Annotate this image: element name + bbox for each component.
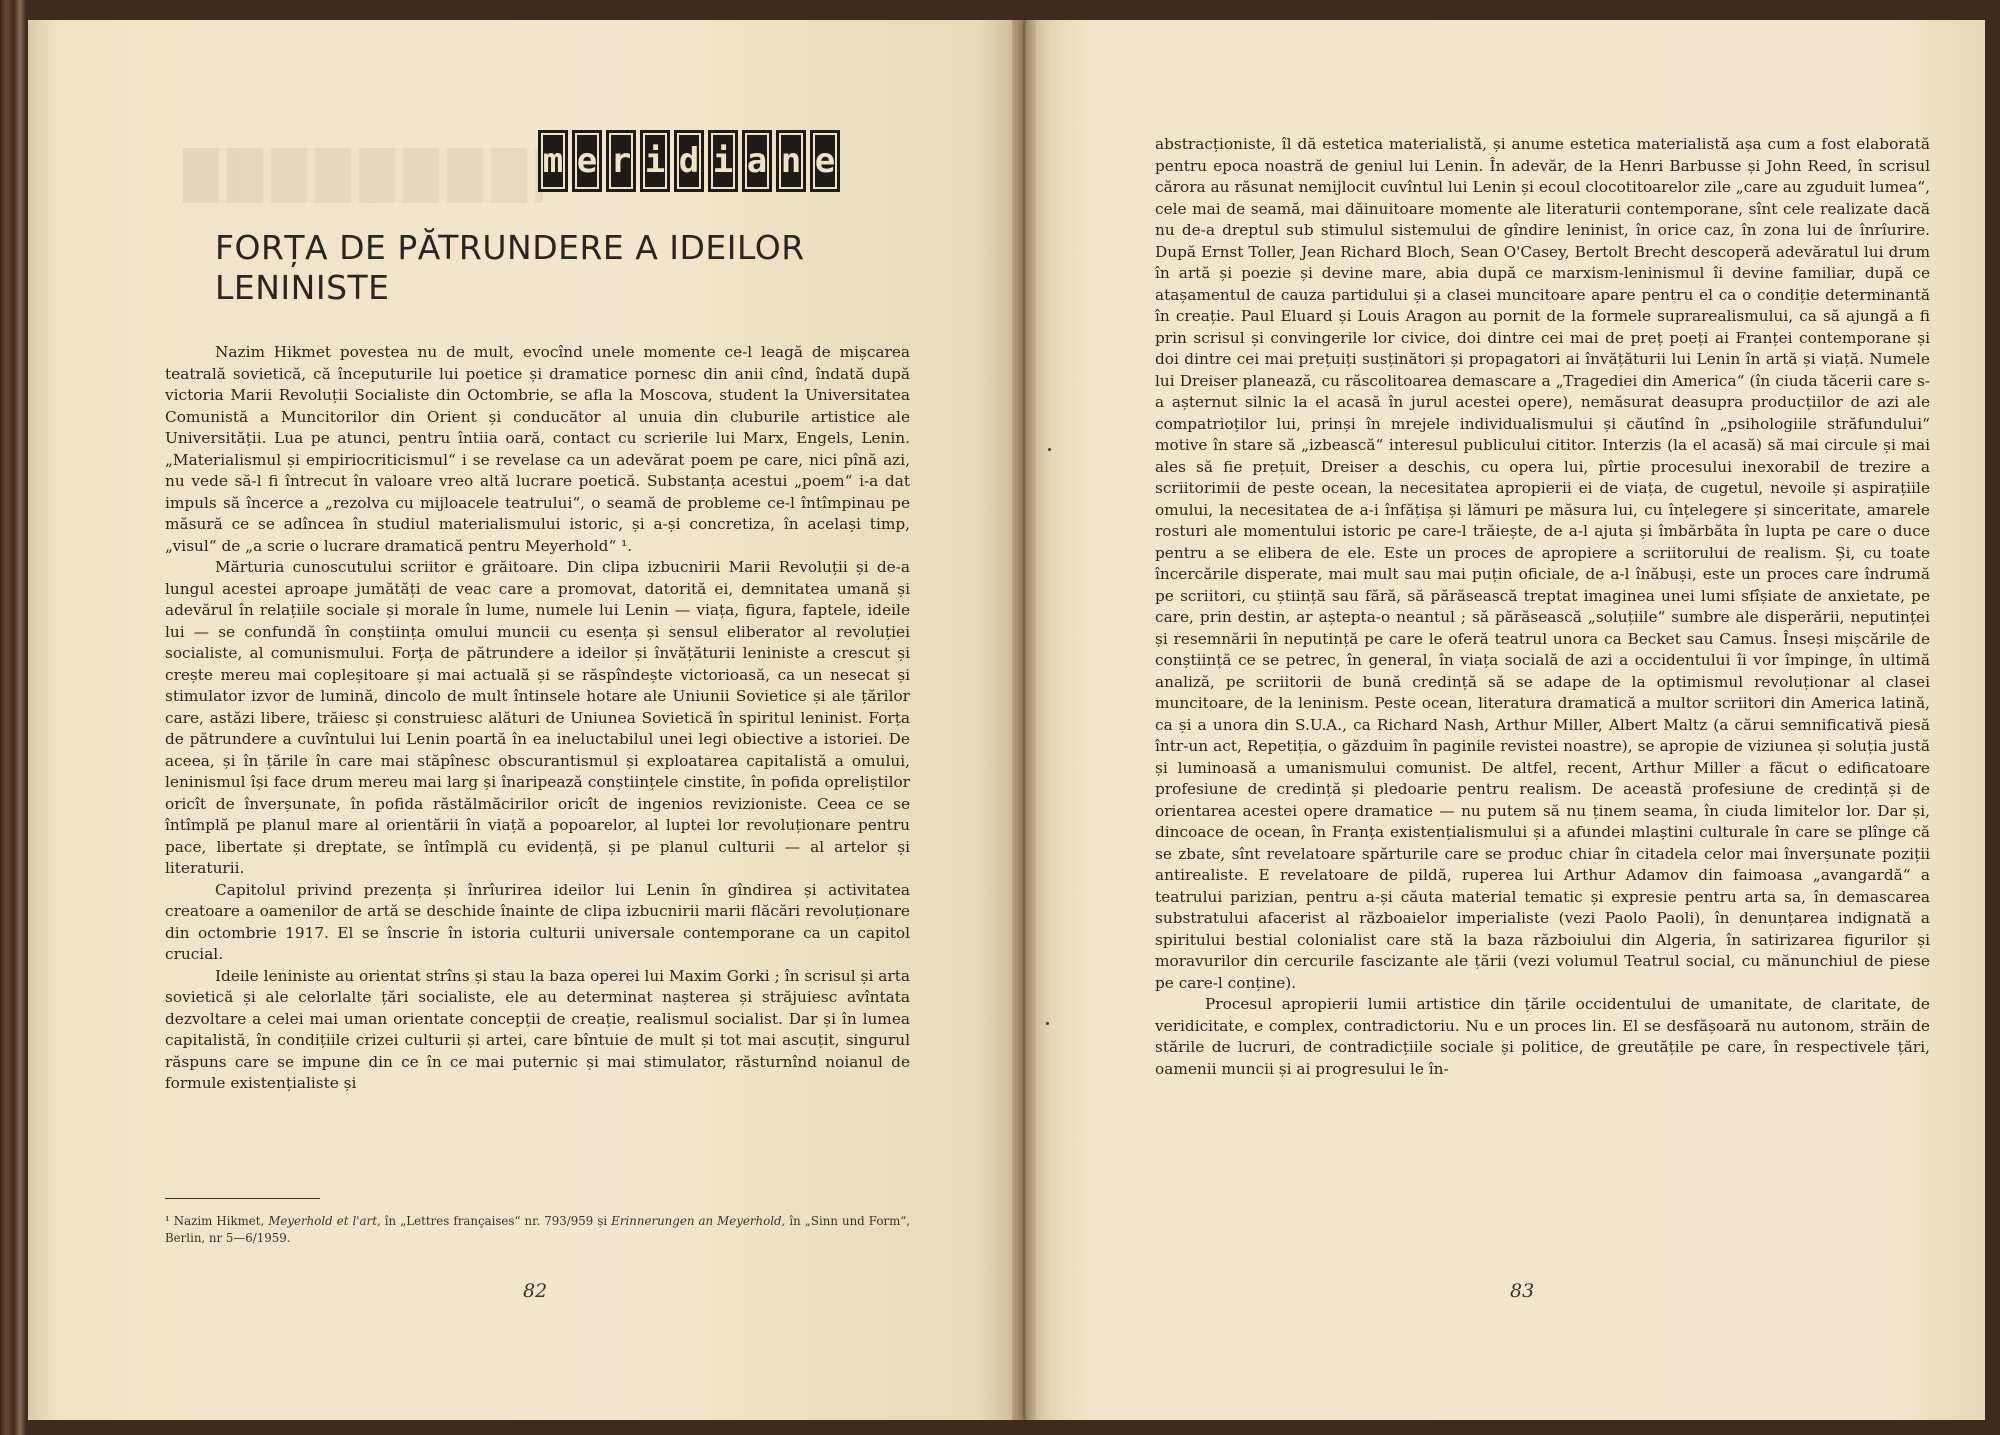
paragraph: Procesul apropierii lumii artistice din țările occidentului de umanitate, de claritate, de veridicitate, e complex, contradictoriu. Nu e un proces lin. El se desfășoară nu autonom, străin de stările de lucruri, de contradicțiile sociale și politice, de greutățile pe care, în respectivele țări, oamenii muncii și ai progresului le în- bbox=[1155, 995, 1930, 1078]
left-body-text bbox=[165, 342, 910, 1095]
book-gutter bbox=[1012, 20, 1036, 1420]
page-number-right: 83 bbox=[1510, 1280, 1535, 1302]
rubric-letter: n bbox=[776, 130, 806, 192]
paragraph: Nazim Hikmet povestea nu de mult, evocînd unele momente ce-l leagă de mișcarea teatrală sovietică, că începuturile lui poetice și dramatice pornesc din anii cînd, îndată după victoria Marii Revoluții Socialiste din Octombrie, se afla la Moscova, student la Universitatea Comunistă a Muncitorilor din Orient și conducător al unuia din cluburile artistice ale Universității. Lua pe atunci, pentru întiia oară, contact cu scrierile lui Marx, Engels, Lenin. „Materialismul și empiriocriticismul“ i se revelase ca un adevărat poem pe care, nici pînă azi, nu vede să-l fi întrecut în valoare vreo altă lucrare poetică. Substanța acestui „poem“ i-a dat impuls să încerce a „rezolva cu mijloacele teatrului“, o seamă de probleme ce-l întîmpinau pe măsură ce se adîncea în studiul materialismului istoric, și a-și concretiza, în același timp, „visul“ de „a scrie o lucrare dramatică pentru Meyerhold“ ¹. bbox=[165, 343, 910, 555]
rubric-letter: m bbox=[538, 130, 568, 192]
paper-speck bbox=[1046, 1022, 1049, 1025]
rubric-letter: a bbox=[742, 130, 772, 192]
paragraph: Ideile leniniste au orientat strîns și stau la baza operei lui Maxim Gorki ; în scrisul și arta sovietică și ale celorlalte țări socialiste, ele au determinat nașterea și străjuiesc avîntata dezvoltare a celei mai uman orientate concepții de creație, realismul socialist. Dar și în lumea capitalistă, în condițiile crizei culturii și artei, care bîntuie de mult și tot mai ascuțit, singurul răspuns care se impune din ce în ce mai puternic și mai stimulator, răsturnînd noianul de formule existențialiste și bbox=[165, 966, 910, 1092]
section-rubric bbox=[538, 130, 840, 192]
footnote-work-1: Meyerhold et l'art, bbox=[268, 1214, 381, 1228]
footnote-marker: ¹ bbox=[165, 1214, 170, 1228]
footnote-author: Nazim Hikmet, bbox=[173, 1214, 265, 1228]
article-title-line-1: FORȚA DE PĂTRUNDERE A IDEILOR bbox=[215, 228, 805, 267]
show-through-print bbox=[183, 148, 543, 203]
paragraph: Capitolul privind prezența și înrîurirea ideilor lui Lenin în gîndirea și activitatea creatoare a oamenilor de artă se deschide înainte de clipa izbucnirii marii flăcări revoluționare din octombrie 1917. El se înscrie în istoria culturii universale contemporane ca un capitol crucial. bbox=[165, 880, 910, 963]
footnote-rule bbox=[165, 1198, 320, 1199]
article-title bbox=[215, 228, 915, 308]
footnote bbox=[165, 1213, 910, 1247]
rubric-letter: e bbox=[572, 130, 602, 192]
paragraph: Mărturia cunoscutului scriitor e grăitoare. Din clipa izbucnirii Marii Revoluții și de-a lungul acestei aproape jumătăți de veac care a promovat, datorită ei, demnitatea umană și adevărul în relațiile sociale și morale în lume, numele lui Lenin — viața, figura, faptele, ideile lui — se confundă în conștiința omului muncii cu esența și sensul eliberator al revoluției socialiste, al comunismului. Forța de pătrundere a ideilor și învățăturii leniniste a crescut și crește mereu mai copleșitoare și mai actuală și se răspîndește victorioasă, ca un nesecat și stimulator izvor de lumină, dincolo de mult întinsele hotare ale Uniunii Sovietice și ale țărilor care, astăzi libere, trăiesc și construiesc alături de Uniunea Sovietică în spiritul leninist. Forța de pătrundere a cuvîntului lui Lenin poartă în ea ineluctabilul unei legi obiective a istoriei. De aceea, și în țările în care mai stăpînesc obscurantismul și exploatarea capitalistă a omului, leninismul își face drum mereu mai larg și înaripează conștiințele cinstite, în pofida opreliștilor oricît de înverșunate, în pofida răstălmăcirilor oricît de ingenios revizioniste. Ceea ce se întîmplă pe planul mare al orientării în viață a popoarelor, al luptei lor revoluționare pentru pace, libertate și dreptate, se întîmplă cu evidență, și pe planul culturii — al artelor și literaturii. bbox=[165, 558, 910, 877]
page-number-left: 82 bbox=[523, 1280, 548, 1302]
right-body-text bbox=[1155, 134, 1930, 1080]
rubric-letter: i bbox=[640, 130, 670, 192]
footnote-work-2: Erinnerungen an Meyerhold, bbox=[611, 1214, 786, 1228]
paper-speck bbox=[1048, 448, 1051, 451]
rubric-letter: e bbox=[810, 130, 840, 192]
paragraph: abstracționiste, îl dă estetica materialistă, și anume estetica materialistă așa cum a fost elaborată pentru epoca noastră de geniul lui Lenin. În adevăr, de la Henri Barbusse și John Reed, în scrisul cărora au răsunat nemijlocit cuvîntul lui Lenin și ecoul clocotitoarelor zile „care au zguduit lumea“, cele mai de seamă, mai dăinuitoare momente ale literaturii contemporane, sînt cele realizate dacă nu de-a dreptul sub stimulul sistemului de gîndire leninist, în orice caz, în zona lui de înrîurire. După Ernst Toller, Jean Richard Bloch, Sean O'Casey, Bertolt Brecht descoperă adevăratul lui drum în artă și poezie și devine mare, abia după ce marxism-leninismul îi devine familiar, după ce atașamentul de cauza partidului și a clasei muncitoare apare pentru el ca o condiție determinantă în creație. Paul Eluard și Louis Aragon au pornit de la formele suprarealismului, ca să ajungă a fi prin scrisul și convingerile lor civice, doi dintre cei mai de preț poeți ai Franței contemporane și doi dintre cei mai prețuiți susținători și propagatori ai învățăturii lui Lenin în artă și viață. Numele lui Dreiser planează, cu răscolitoarea demascare a „Tragediei din America“ (în ciuda tăcerii care s-a așternut silnic la el acasă în jurul acestei opere), nemăsurat deasupra producțiilor de azi ale compatrioților lui, prinși în mrejele individualismului și căutînd în „psihologiile străfundului“ motive în stare să „izbească“ interesul publicului cititor. Interzis (la el acasă) să mai circule și mai ales să fie prețuit, Dreiser a deschis, cu opera lui, pîrtie procesului inexorabil de trezire a scriitorimii de peste ocean, la necesitatea apropierii ei de viața, de cugetul, nevoile și aspirațiile omului, la necesitatea de a-i înfățișa și lămuri pe măsura lui, cu înțelegere și sinceritate, amarele rosturi ale momentului istoric pe care-l trăiește, de a-l ajuta și îmbărbăta în lupta pe care o duce pentru a se elibera de ele. Este un proces de apropiere a scriitorului de realism. Și, cu toate încercările disperate, mai mult sau mai puțin oficiale, de a-l înăbuși, este un proces care îndrumă pe scriitori, cu știință sau fără, să părăsească treptat imaginea unei lumi sfîșiate de anxietate, pe care, prin destin, ar aștepta-o neantul ; să părăsească „soluțiile“ sumbre ale disperării, neputinței și resemnării în neputință pe care le oferă teatrul unora ca Becket sau Camus. Înseși mișcările de conștiință ce se petrec, în general, în viața socială de azi a occidentului îi vor împinge, în ultimă analiză, pe scriitorii de bună credință să se adape de la optimismul revoluționar al clasei muncitoare, de la leninism. Peste ocean, literatura dramatică a multor scriitori din America latină, ca și a unora din S.U.A., ca Richard Nash, Arthur Miller, Albert Maltz (a cărui semnificativă piesă într-un act, Repetiția, o găzduim în paginile revistei noastre), se apropie de viziunea și soluția justă și luminoasă a umanismului comunist. De altfel, recent, Arthur Miller a făcut o edificatoare profesiune de credință și pledoarie pentru realism. De această profesiune de credință și de orientarea acestei opere dramatice — nu putem să nu ținem seama, în ciuda limitelor lor. Dar și, dincoace de ocean, în Franța existențialismului și a afundei mlaștini culturale în care se plînge că se zbate, sînt revelatoare spărturile care se produc chiar în citadela celor mai înverșunate poziții antirealiste. E revelatoare de pildă, ruperea lui Arthur Adamov din faimoasa „avangardă“ a teatrului parizian, pentru a-și căuta material tematic și expresie pentru arta sa, în demascarea substratului afacerist al războaielor imperialiste (vezi Paolo Paoli), în denunțarea indignată a spiritului bestial colonialist care stă la baza războiului din Algeria, în satirizarea figurilor și moravurilor din cercurile fascizante ale țării (vezi volumul Teatrul social, cu mănunchiul de piese pe care-l conține). bbox=[1155, 135, 1930, 992]
footnote-text-1: în „Lettres françaises“ nr. 793/959 și bbox=[384, 1214, 608, 1228]
rubric-letter: d bbox=[674, 130, 704, 192]
rubric-letter: i bbox=[708, 130, 738, 192]
footnote-text-2: în „Sinn und Form“, Berlin, nr 5—6/1959. bbox=[165, 1214, 911, 1245]
rubric-letter: r bbox=[606, 130, 636, 192]
article-title-line-2: LENINISTE bbox=[215, 268, 390, 307]
